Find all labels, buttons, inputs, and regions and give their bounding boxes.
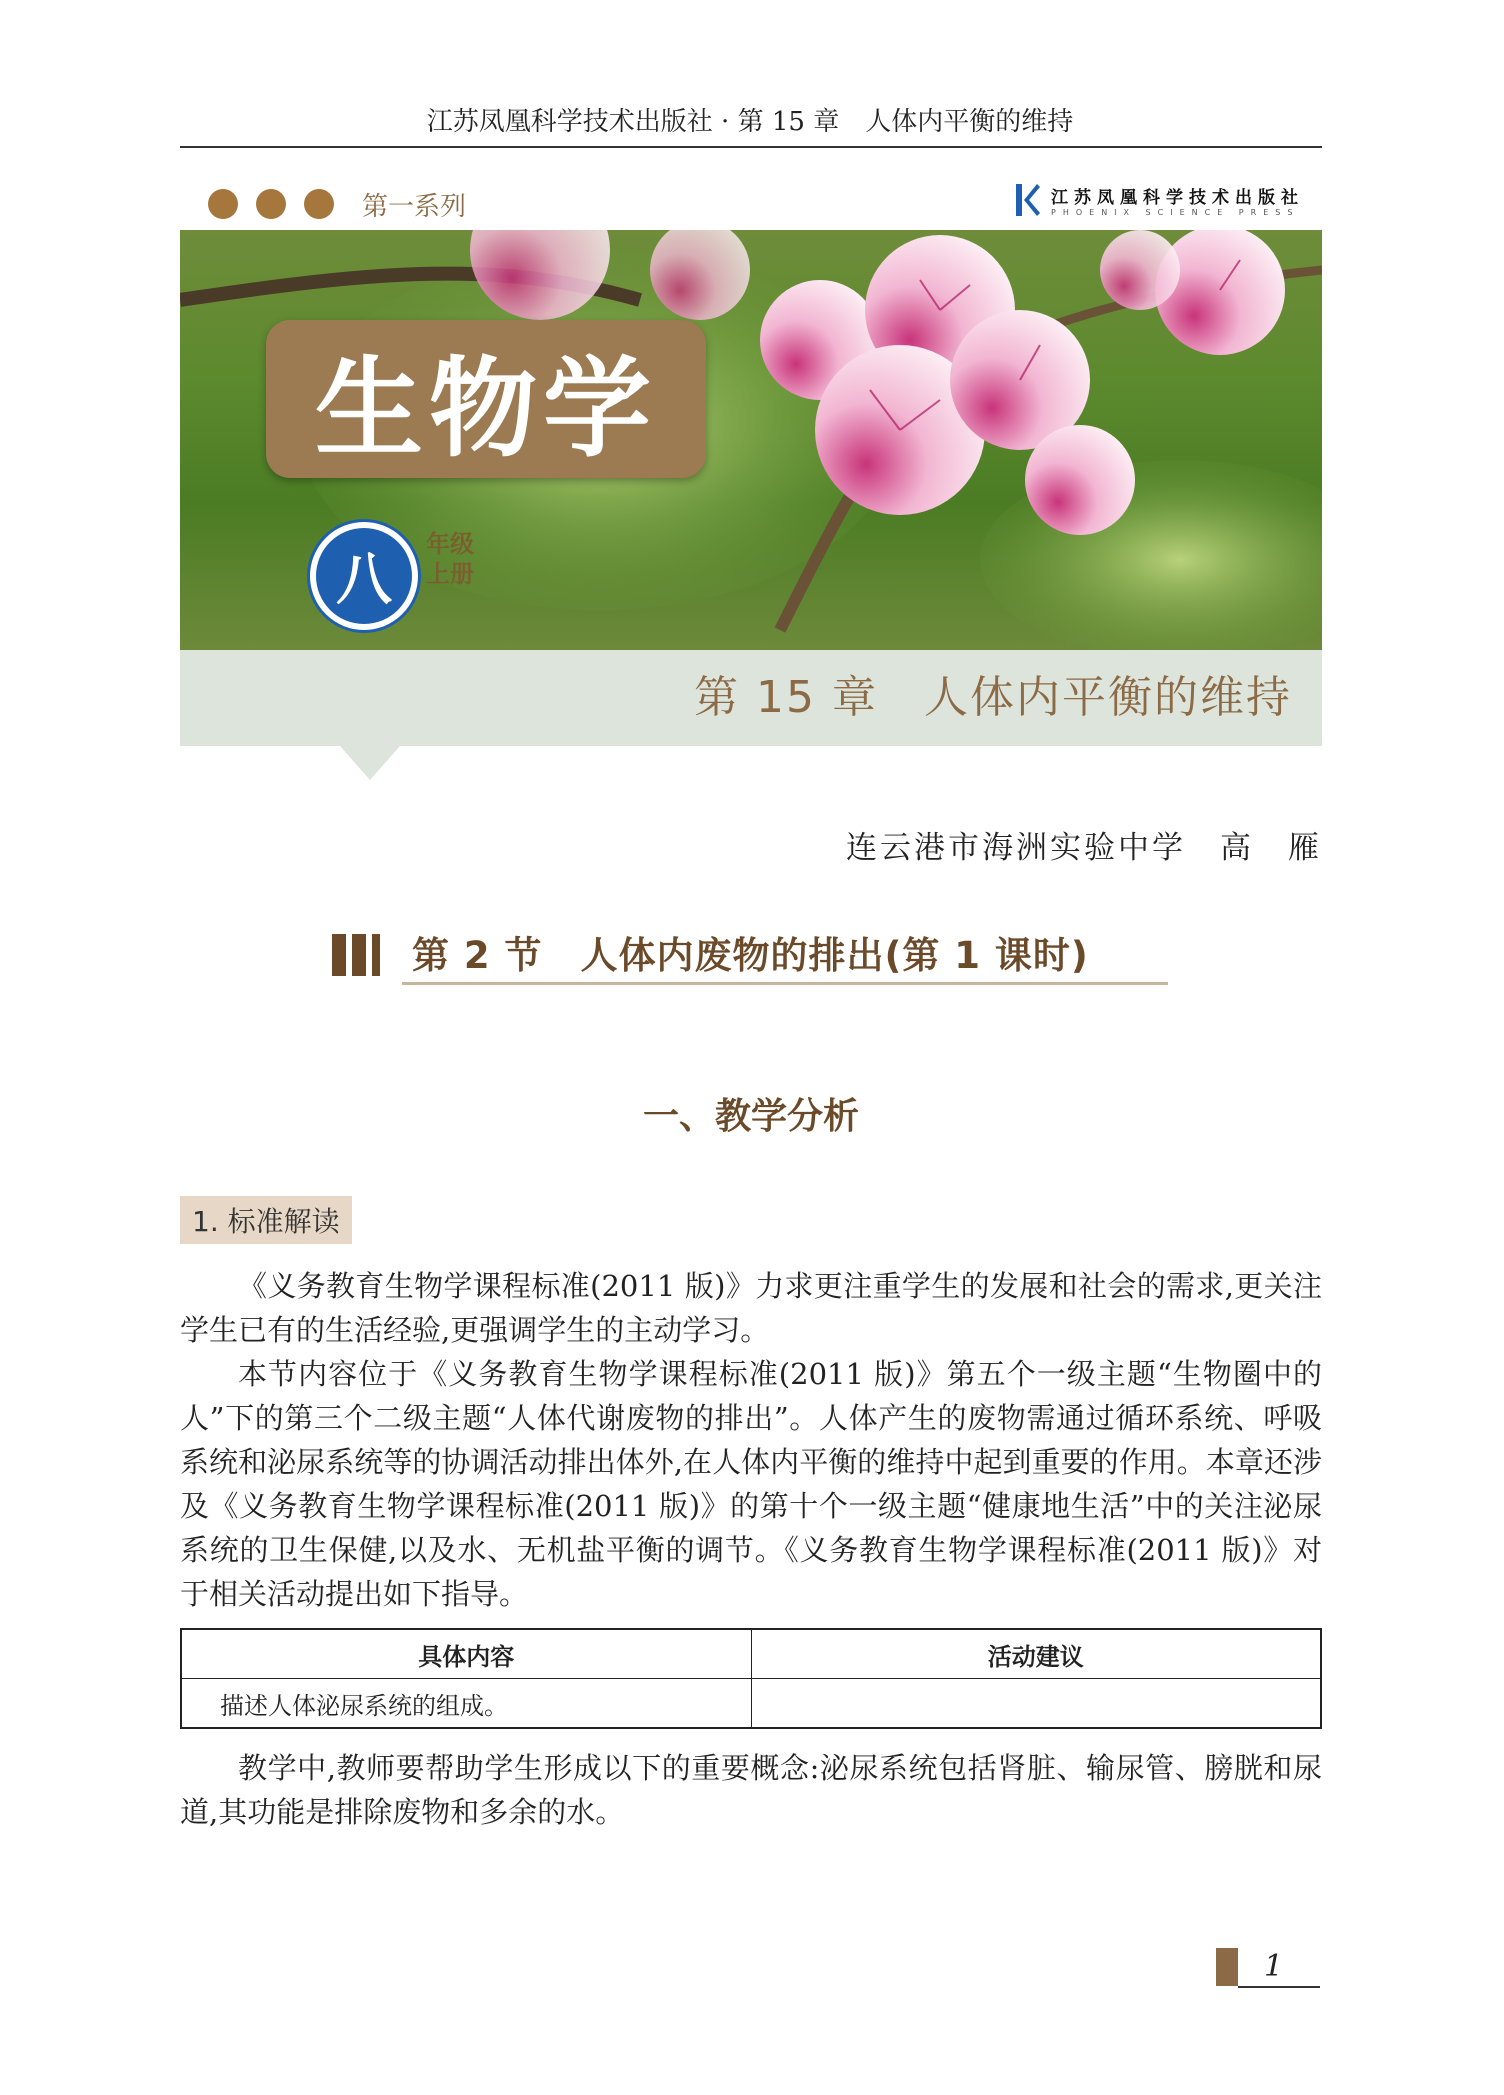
table-row [181, 1679, 1321, 1729]
table-header-activity: 活动建议 [751, 1629, 1321, 1679]
grade-badge [310, 522, 418, 630]
section-rule [402, 982, 1168, 985]
band-arrow-icon [340, 746, 400, 786]
page-number-rule [1238, 1986, 1320, 1988]
blossom-photo [180, 230, 1322, 650]
body-paragraph: 本节内容位于《义务教育生物学课程标准(2011 版)》第五个一级主题“生物圈中的人”下的第三个二级主题“人体代谢废物的排出”。人体产生的废物需通过循环系统、呼吸系统和泌尿系统等的协调活动排出体外,在人体内平衡的维持中起到重要的作用。本章还涉及《义务教育生物学课程标准(2011 版)》的第十个一级主题“健康地生活”中的关注泌尿系统的卫生保健,以及水、无机盐平衡的调节。《义务教育生物学课程标准(2011 版)》对于相关活动提出如下指导。 [180, 1357, 1322, 1611]
subsection-label-text: 1. 标准解读 [192, 1205, 340, 1238]
publisher-name: 江苏凤凰科学技术出版社 [1051, 188, 1304, 208]
page-number [1216, 1948, 1320, 1988]
subsection-label [180, 1196, 352, 1244]
body-paragraph: 教学中,教师要帮助学生形成以下的重要概念:泌尿系统包括肾脏、输尿管、膀胱和尿道,其功能是排除废物和多余的水。 [180, 1751, 1322, 1829]
book-title-box [266, 320, 706, 478]
header-rule [180, 146, 1322, 148]
grade-label-line1: 年级 [426, 530, 474, 558]
series-dot [208, 189, 238, 219]
author-line: 连云港市海洲实验中学 高 雁 [846, 830, 1322, 866]
chapter-band [180, 650, 1322, 746]
standards-table [180, 1628, 1322, 1729]
table-cell-content: 描述人体泌尿系统的组成。 [181, 1679, 751, 1729]
page-number-text: 1 [1264, 1949, 1284, 1984]
table-header-row [181, 1629, 1321, 1679]
series-label: 第一系列 [362, 191, 467, 222]
part-heading: 一、教学分析 [642, 1096, 859, 1137]
grade-label-line2: 上册 [426, 560, 474, 588]
series-dot [256, 189, 286, 219]
grade-number: 八 [336, 548, 392, 613]
series-row [208, 184, 466, 224]
grade-label [426, 530, 474, 588]
table-cell-activity [751, 1679, 1321, 1729]
section-heading [332, 930, 1168, 986]
running-header: 江苏凤凰科学技术出版社 · 第 15 章 人体内平衡的维持 [426, 107, 1074, 137]
page-number-marker [1216, 1948, 1238, 1986]
chapter-banner [180, 168, 1322, 798]
publisher-logo-icon [1013, 182, 1041, 218]
table-header-content: 具体内容 [181, 1629, 751, 1679]
section-title: 第 2 节 人体内废物的排出(第 1 课时) [412, 934, 1089, 977]
series-dot [304, 189, 334, 219]
section-bars-icon [332, 934, 380, 976]
publisher-logo [1013, 182, 1304, 218]
chapter-title: 第 15 章 人体内平衡的维持 [694, 672, 1292, 723]
body-paragraph: 《义务教育生物学课程标准(2011 版)》力求更注重学生的发展和社会的需求,更关注学生已有的生活经验,更强调学生的主动学习。 [180, 1269, 1322, 1347]
book-title: 生物学 [314, 346, 657, 472]
publisher-name-en: PHOENIX SCIENCE PRESS [1051, 208, 1300, 217]
